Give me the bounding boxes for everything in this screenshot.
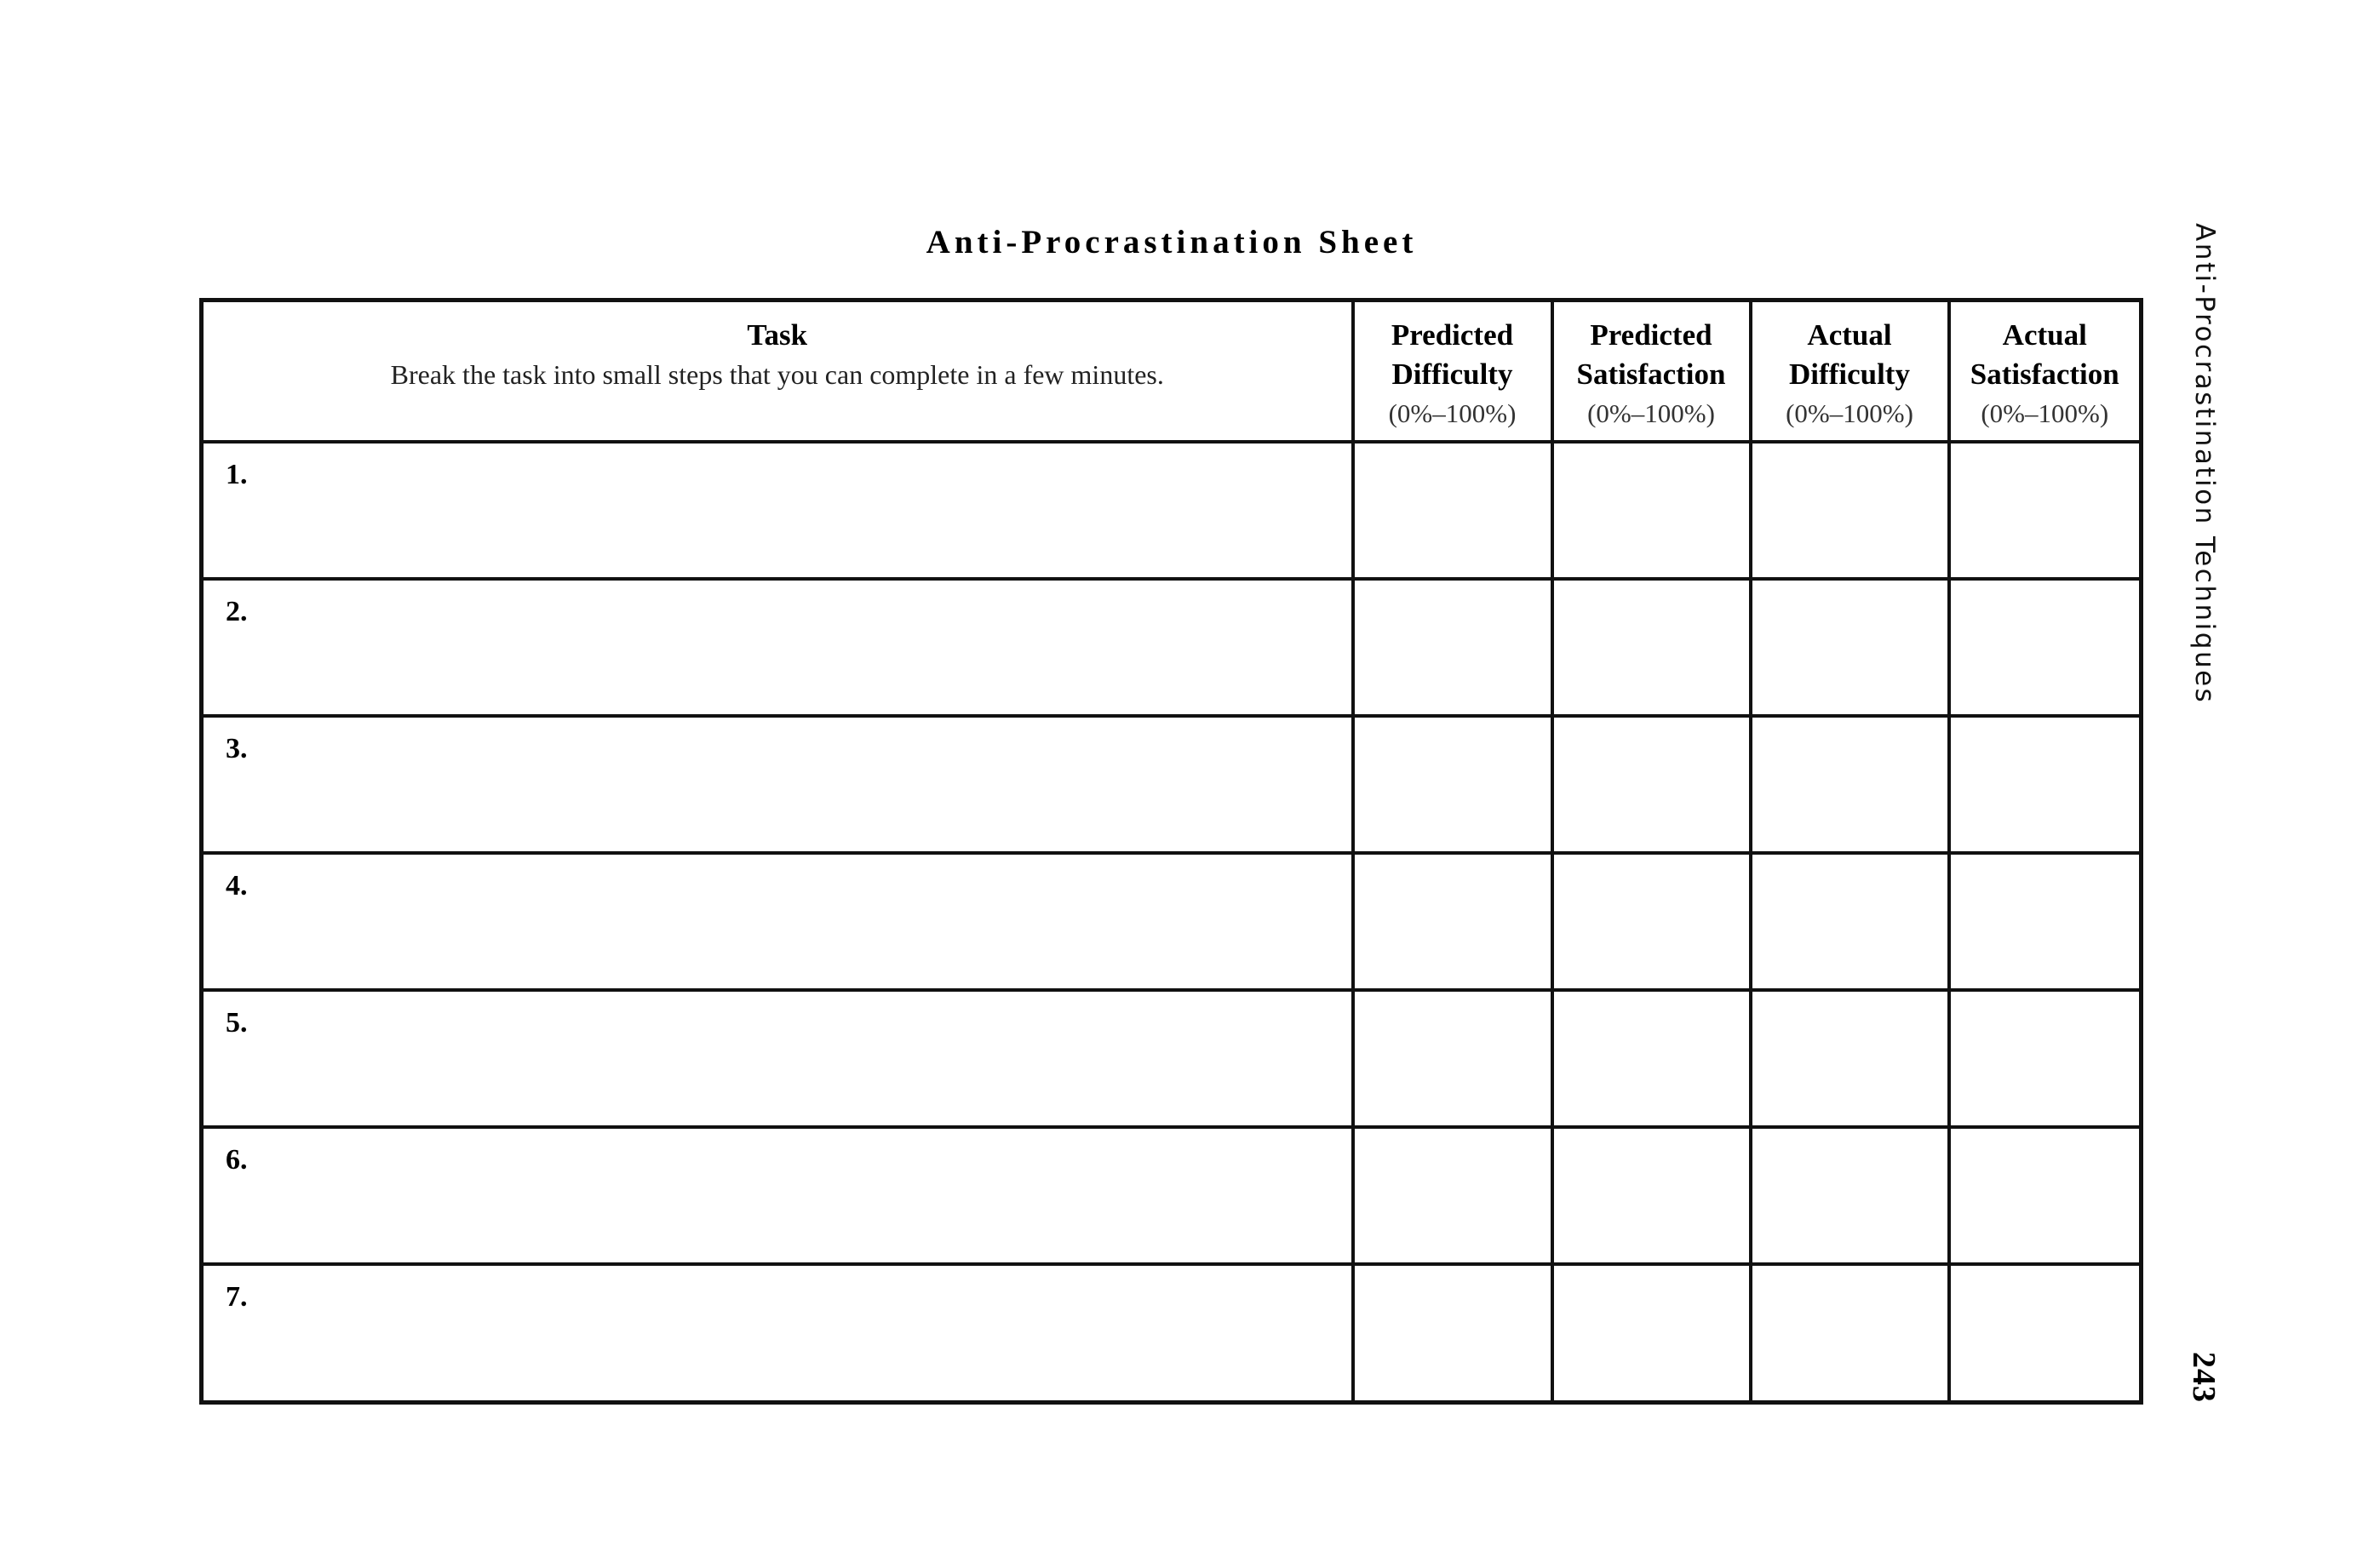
predicted-difficulty-cell[interactable] [1353, 442, 1552, 579]
header-line2: Difficulty [1789, 358, 1910, 391]
task-cell[interactable] [202, 716, 1353, 853]
column-header-actual-satisfaction [1949, 300, 2142, 443]
task-cell[interactable] [202, 853, 1353, 990]
task-cell[interactable] [202, 1264, 1353, 1403]
actual-difficulty-cell[interactable] [1751, 853, 1949, 990]
table-row [202, 990, 2142, 1127]
task-cell[interactable] [202, 579, 1353, 716]
task-heading: Task [747, 318, 808, 352]
table-row [202, 442, 2142, 579]
predicted-difficulty-cell[interactable] [1353, 853, 1552, 990]
table-header-row [202, 300, 2142, 443]
task-instruction: Break the task into small steps that you can complete in a few minutes. [390, 359, 1164, 390]
column-header-actual-difficulty [1751, 300, 1949, 443]
table-row [202, 716, 2142, 853]
header-line1: Predicted [1391, 318, 1514, 352]
table-row [202, 1264, 2142, 1403]
predicted-satisfaction-cell[interactable] [1552, 1127, 1751, 1264]
page-number: 243 [2186, 1352, 2222, 1403]
running-header: Anti-Procrastination Techniques [2189, 223, 2220, 705]
actual-satisfaction-cell[interactable] [1949, 990, 2142, 1127]
predicted-satisfaction-cell[interactable] [1552, 579, 1751, 716]
predicted-satisfaction-cell[interactable] [1552, 716, 1751, 853]
sheet-title [0, 223, 2357, 261]
table-row [202, 579, 2142, 716]
predicted-difficulty-cell[interactable] [1353, 990, 1552, 1127]
actual-satisfaction-cell[interactable] [1949, 442, 2142, 579]
predicted-satisfaction-cell[interactable] [1552, 853, 1751, 990]
task-cell[interactable] [202, 1127, 1353, 1264]
header-line2: Satisfaction [1576, 358, 1726, 391]
header-range: (0%–100%) [1786, 398, 1913, 428]
actual-difficulty-cell[interactable] [1751, 579, 1949, 716]
header-range: (0%–100%) [1587, 398, 1715, 428]
predicted-difficulty-cell[interactable] [1353, 1264, 1552, 1403]
predicted-satisfaction-cell[interactable] [1552, 442, 1751, 579]
actual-difficulty-cell[interactable] [1751, 716, 1949, 853]
predicted-satisfaction-cell[interactable] [1552, 990, 1751, 1127]
predicted-difficulty-cell[interactable] [1353, 579, 1552, 716]
actual-satisfaction-cell[interactable] [1949, 579, 2142, 716]
table-row [202, 853, 2142, 990]
row-number: 3. [226, 733, 248, 764]
sheet-title-text: Anti-Procrastination Sheet [926, 224, 1418, 260]
row-number: 2. [226, 596, 248, 627]
column-header-task [202, 300, 1353, 443]
actual-satisfaction-cell[interactable] [1949, 716, 2142, 853]
predicted-difficulty-cell[interactable] [1353, 1127, 1552, 1264]
column-header-predicted-difficulty [1353, 300, 1552, 443]
actual-satisfaction-cell[interactable] [1949, 1127, 2142, 1264]
task-cell[interactable] [202, 990, 1353, 1127]
actual-satisfaction-cell[interactable] [1949, 1264, 2142, 1403]
header-range: (0%–100%) [1388, 398, 1517, 428]
row-number: 1. [226, 459, 248, 490]
actual-satisfaction-cell[interactable] [1949, 853, 2142, 990]
actual-difficulty-cell[interactable] [1751, 442, 1949, 579]
header-range: (0%–100%) [1981, 398, 2109, 428]
header-line1: Actual [2002, 318, 2087, 352]
header-line2: Difficulty [1391, 358, 1513, 391]
table-row [202, 1127, 2142, 1264]
header-line2: Satisfaction [1970, 358, 2119, 391]
row-number: 4. [226, 870, 248, 901]
row-number: 6. [226, 1144, 248, 1176]
actual-difficulty-cell[interactable] [1751, 1127, 1949, 1264]
predicted-satisfaction-cell[interactable] [1552, 1264, 1751, 1403]
actual-difficulty-cell[interactable] [1751, 990, 1949, 1127]
column-header-predicted-satisfaction [1552, 300, 1751, 443]
actual-difficulty-cell[interactable] [1751, 1264, 1949, 1403]
row-number: 5. [226, 1007, 248, 1039]
header-line1: Predicted [1590, 318, 1712, 352]
predicted-difficulty-cell[interactable] [1353, 716, 1552, 853]
row-number: 7. [226, 1281, 248, 1313]
task-cell[interactable] [202, 442, 1353, 579]
anti-procrastination-table [199, 298, 2143, 1405]
header-line1: Actual [1807, 318, 1892, 352]
